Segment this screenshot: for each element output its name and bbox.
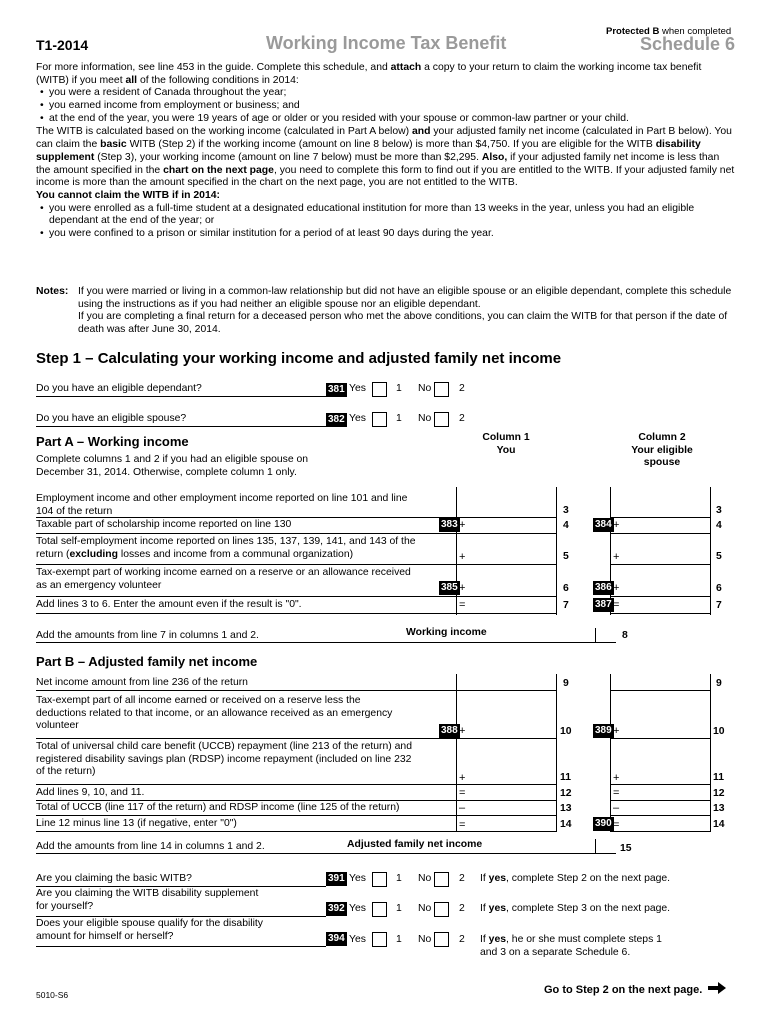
- line-code-389: 389: [595, 725, 612, 736]
- disability-no-checkbox[interactable]: [434, 902, 449, 917]
- form-title: Working Income Tax Benefit: [266, 33, 507, 53]
- line-code-383: 383: [441, 519, 458, 530]
- line-code-394: 394: [328, 933, 345, 944]
- form-id: T1-2014: [36, 37, 89, 53]
- line-code-392: 392: [328, 903, 345, 914]
- question-spouse: Do you have an eligible spouse?: [36, 413, 187, 424]
- spouse-disability-no-checkbox[interactable]: [434, 932, 449, 947]
- next-page-link[interactable]: Go to Step 2 on the next page.: [544, 982, 726, 997]
- schedule-label: Schedule 6: [640, 34, 736, 54]
- protected-label: Protected B when completed: [606, 26, 732, 37]
- line-3-col2-input[interactable]: [612, 503, 708, 516]
- dependant-no-checkbox[interactable]: [434, 382, 449, 397]
- line-9-label: Net income amount from line 236 of the return: [36, 677, 248, 688]
- spouse-yes-checkbox[interactable]: [372, 412, 387, 427]
- spouse-disability-note: If yes, he or she must complete steps 1 and 3 on a separate Schedule 6.: [480, 934, 662, 958]
- line-6-label: Tax-exempt part of working income earned on a reserve or an allowance received as an emergency volunteer: [36, 567, 411, 591]
- condition-item: • you earned income from employment or business; and: [36, 100, 736, 113]
- line-15-label: Add the amounts from line 14 in columns 1 and 2.: [36, 841, 265, 852]
- line-14-label: Line 12 minus line 13 (if negative, enter "0"): [36, 818, 237, 829]
- column-1-heading: Column 1 You: [482, 432, 530, 456]
- line-12-label: Add lines 9, 10, and 11.: [36, 787, 145, 798]
- line-code-387: 387: [595, 599, 612, 610]
- working-income-input[interactable]: [518, 628, 594, 641]
- part-a-title: Part A – Working income: [36, 434, 189, 449]
- line-11-label: Total of universal child care benefit (UCCB) repayment (line 213 of the return) and registered disability savings plan (RDSP) income repayment (included on line 232 of the return): [36, 741, 412, 778]
- line-5-label: Total self-employment income reported on lines 135, 137, 139, 141, and 143 of the return (excluding losses and income from a communal organization): [36, 536, 416, 560]
- condition-item: • at the end of the year, you were 19 years of age or older or you resided with your spouse or common-law partner or your child.: [36, 113, 736, 126]
- line-code-388: 388: [441, 725, 458, 736]
- line-10-label: Tax-exempt part of all income earned or received on a reserve less the deductions related to that income, or an allowance received as an emergency volunteer: [36, 695, 393, 732]
- disability-yes-checkbox[interactable]: [372, 902, 387, 917]
- intro-text: For more information, see line 453 in the guide. Complete this schedule, and attach a copy to your return to claim the working income tax benefit (WITB) if you meet all of the following conditions in 2014: • you were a resident of Canada throughout the year; • you earned income from employment or business; and • at the end of the year, you were 19 years of age or older or you resided with your spouse or common-law partner or your child. The WITB is calculated based on the working income (calculated in Part A below) and your adjusted family net income (calculated in Part B below). You can claim the basic WITB (Step 2) if the working income (amount on line 8 below) is more than $4,750. If you are eligible for the WITB disability supplement (Step 3), your working income (amount on line 7 below) must be more than $2,295. Also, if your adjusted family net income is less than the amount specified in the chart on the next page, you need to complete this form to find out if you are entitled to the WITB. If your adjusted family net income is more than the amount specified in the chart on the next page, you are not entitled to the WITB. You cannot claim the WITB if in 2014: • you were enrolled as a full-time student at a designated educational institution for more than 13 weeks in the year, unless you had an eligible dependant at the end of the year; or • you were confined to a prison or similar institution for a period of at least 90 days during the year.: [36, 62, 736, 241]
- line-code-384: 384: [595, 519, 612, 530]
- line-8-label: Add the amounts from line 7 in columns 1 and 2.: [36, 630, 259, 641]
- line-code-382: 382: [328, 414, 345, 425]
- disability-note: If yes, complete Step 3 on the next page.: [480, 903, 671, 914]
- line-3-col1-input[interactable]: [458, 503, 554, 516]
- spouse-no-checkbox[interactable]: [434, 412, 449, 427]
- part-b-title: Part B – Adjusted family net income: [36, 654, 258, 669]
- line-code-386: 386: [595, 582, 612, 593]
- line-13-label: Total of UCCB (line 117 of the return) and RDSP income (line 125 of the return): [36, 802, 400, 813]
- question-dependant: Do you have an eligible dependant?: [36, 383, 202, 394]
- working-income-label: Working income: [406, 627, 487, 638]
- line-code-385: 385: [441, 582, 458, 593]
- adjusted-family-net-income-label: Adjusted family net income: [347, 839, 483, 850]
- line-3-label: Employment income and other employment income reported on line 101 and line 104 of the return: [36, 493, 408, 517]
- line-7-label: Add lines 3 to 6. Enter the amount even if the result is "0".: [36, 599, 302, 610]
- dependant-yes-checkbox[interactable]: [372, 382, 387, 397]
- part-a-instructions: Complete columns 1 and 2 if you had an eligible spouse on December 31, 2014. Otherwise, complete column 1 only.: [36, 454, 309, 478]
- step1-title: Step 1 – Calculating your working income and adjusted family net income: [36, 350, 562, 367]
- form-code: 5010-S6: [36, 990, 69, 1000]
- line-code-381: 381: [328, 384, 345, 395]
- cannot-item: • you were enrolled as a full-time student at a designated educational institution for more than 13 weeks in the year, unless you had an eligible dependant at the end of the year; or: [36, 203, 736, 228]
- basic-witb-yes-checkbox[interactable]: [372, 872, 387, 887]
- line-code-390: 390: [595, 818, 612, 829]
- notes: Notes: If you were married or living in a common-law relationship but did not have an eligible spouse or an eligible dependant, complete this schedule using the instructions as if you had neither an eligible spouse nor an eligible dependant. If you are completing a final return for a deceased person who met the above conditions, you can claim the WITB for that person if the date of death was after June 30, 2014.: [36, 286, 732, 336]
- line-code-391: 391: [328, 873, 345, 884]
- question-basic-witb: Are you claiming the basic WITB?: [36, 873, 192, 884]
- cannot-item: • you were confined to a prison or similar institution for a period of at least 90 days during the year.: [36, 228, 736, 241]
- question-disability-supplement: Are you claiming the WITB disability supplement for yourself?: [36, 888, 259, 912]
- basic-witb-no-checkbox[interactable]: [434, 872, 449, 887]
- basic-witb-note: If yes, complete Step 2 on the next page.: [480, 873, 671, 884]
- line-4-label: Taxable part of scholarship income reported on line 130: [36, 519, 292, 530]
- question-spouse-disability: Does your eligible spouse qualify for the disability amount for himself or herself?: [36, 918, 263, 942]
- cannot-heading: You cannot claim the WITB if in 2014:: [36, 189, 220, 201]
- adjusted-family-net-income-input[interactable]: [518, 839, 594, 852]
- condition-item: • you were a resident of Canada throughout the year;: [36, 87, 736, 100]
- spouse-disability-yes-checkbox[interactable]: [372, 932, 387, 947]
- arrow-right-icon: [708, 982, 726, 994]
- column-2-heading: Column 2 Your eligible spouse: [631, 432, 693, 469]
